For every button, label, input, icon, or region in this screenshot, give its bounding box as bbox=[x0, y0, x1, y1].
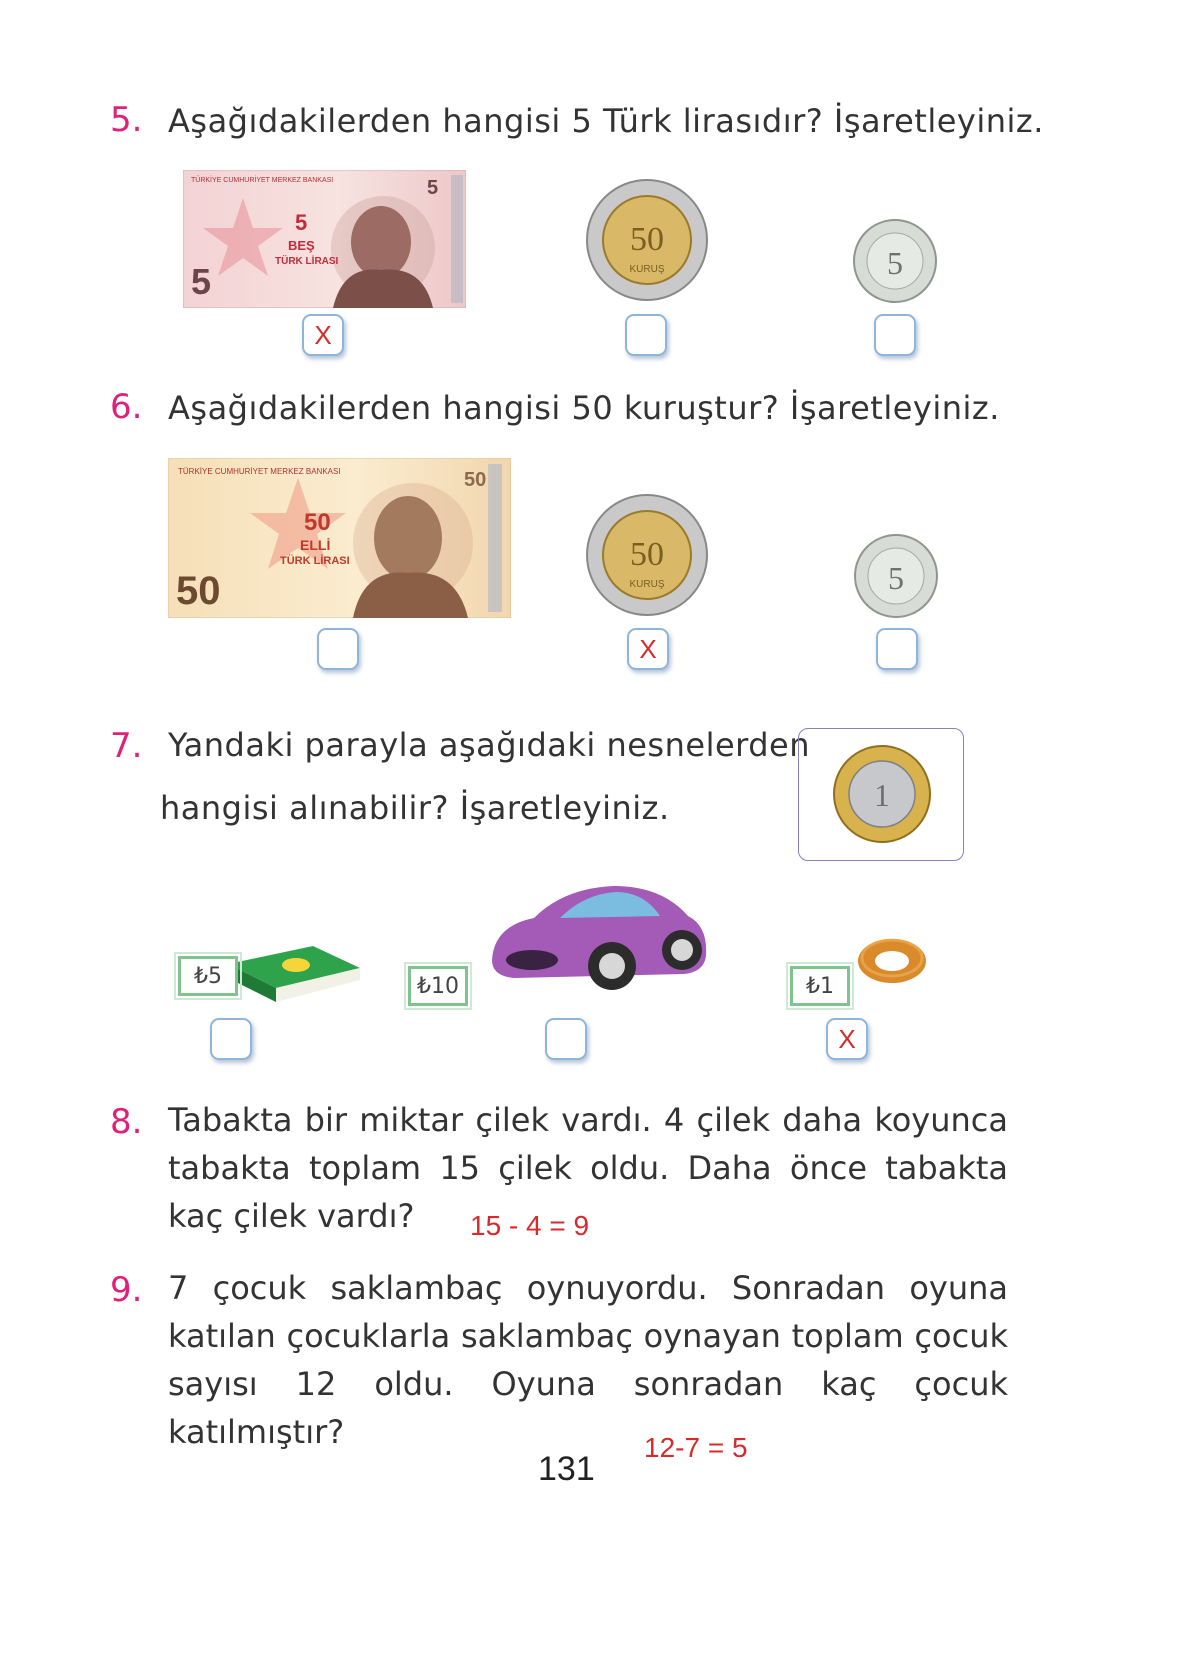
question-5-number: 5. bbox=[110, 100, 143, 140]
svg-text:5: 5 bbox=[888, 560, 904, 596]
question-5-text: Aşağıdakilerden hangisi 5 Türk lirasıdır? İşaretleyiniz. bbox=[168, 102, 1044, 140]
one-lira-coin bbox=[832, 744, 932, 844]
q6-checkbox-five-kurus[interactable] bbox=[876, 628, 918, 670]
question-7-text-line2: hangisi alınabilir? İşaretleyiniz. bbox=[160, 789, 670, 827]
q6-checkbox-fifty-kurus[interactable]: X bbox=[627, 628, 669, 670]
svg-text:1: 1 bbox=[874, 777, 890, 813]
question-9-number: 9. bbox=[110, 1270, 143, 1310]
svg-text:50: 50 bbox=[630, 221, 664, 258]
svg-text:50: 50 bbox=[464, 469, 487, 491]
car-image bbox=[484, 880, 712, 998]
fifty-kurus-coin bbox=[585, 178, 709, 302]
q7-checkbox-simit[interactable]: X bbox=[826, 1018, 868, 1060]
question-6-number: 6. bbox=[110, 387, 143, 427]
question-9-answer: 12-7 = 5 bbox=[644, 1432, 748, 1463]
coin-frame bbox=[798, 728, 964, 861]
page-number: 131 bbox=[538, 1450, 595, 1488]
svg-text:5: 5 bbox=[887, 245, 903, 281]
q6-checkbox-banknote[interactable] bbox=[317, 628, 359, 670]
q7-checkbox-car[interactable] bbox=[545, 1018, 587, 1060]
question-7-number: 7. bbox=[110, 726, 143, 766]
five-lira-banknote bbox=[183, 170, 466, 308]
q5-checkbox-fifty-kurus[interactable] bbox=[625, 314, 667, 356]
q5-checkbox-banknote[interactable]: X bbox=[302, 314, 344, 356]
price-tag-book: ₺5 bbox=[178, 956, 238, 996]
fifty-kurus-coin bbox=[585, 493, 709, 617]
price-tag-car: ₺10 bbox=[408, 966, 468, 1006]
q7-checkbox-book[interactable] bbox=[210, 1018, 252, 1060]
simit-image bbox=[855, 936, 929, 986]
svg-text:50: 50 bbox=[176, 569, 221, 613]
svg-text:TÜRKİYE CUMHURİYET MERKEZ BANK: TÜRKİYE CUMHURİYET MERKEZ BANKASI bbox=[178, 467, 341, 476]
question-6-text: Aşağıdakilerden hangisi 50 kuruştur? İşaretleyiniz. bbox=[168, 389, 1000, 427]
svg-text:BEŞ: BEŞ bbox=[288, 238, 315, 253]
svg-text:5: 5 bbox=[427, 177, 439, 199]
price-tag-simit: ₺1 bbox=[790, 966, 850, 1006]
svg-text:50: 50 bbox=[630, 536, 664, 573]
five-kurus-coin bbox=[852, 218, 938, 304]
question-8-answer: 15 - 4 = 9 bbox=[470, 1210, 590, 1241]
svg-text:KURUŞ: KURUŞ bbox=[629, 264, 665, 275]
question-8-text: Tabakta bir miktar çilek vardı. 4 çilek daha koyunca tabakta toplam 15 çilek oldu. Daha önce tabakta kaç çilek vardı? bbox=[168, 1101, 1008, 1235]
question-7-text-line1: Yandaki parayla aşağıdaki nesnelerden bbox=[168, 726, 811, 764]
question-9-text: 7 çocuk saklambaç oynuyordu. Sonradan oyuna katılan çocuklarla saklambaç oynayan toplam çocuk sayısı 12 oldu. Oyuna sonradan kaç çocuk katılmıştır? bbox=[168, 1269, 1008, 1451]
svg-text:TÜRK LİRASI: TÜRK LİRASI bbox=[280, 555, 350, 567]
q5-checkbox-five-kurus[interactable] bbox=[874, 314, 916, 356]
fifty-lira-banknote bbox=[168, 458, 511, 618]
question-8-number: 8. bbox=[110, 1102, 143, 1142]
svg-text:5: 5 bbox=[191, 261, 212, 302]
banknote-bank-name: TÜRKİYE CUMHURİYET MERKEZ BANKASI bbox=[191, 177, 334, 184]
svg-text:50: 50 bbox=[304, 509, 331, 536]
svg-text:KURUŞ: KURUŞ bbox=[629, 579, 665, 590]
five-kurus-coin bbox=[853, 533, 939, 619]
svg-text:ELLİ: ELLİ bbox=[300, 537, 331, 553]
book-image bbox=[218, 942, 363, 1004]
svg-text:5: 5 bbox=[295, 210, 308, 235]
svg-text:TÜRK LİRASI: TÜRK LİRASI bbox=[275, 256, 339, 267]
